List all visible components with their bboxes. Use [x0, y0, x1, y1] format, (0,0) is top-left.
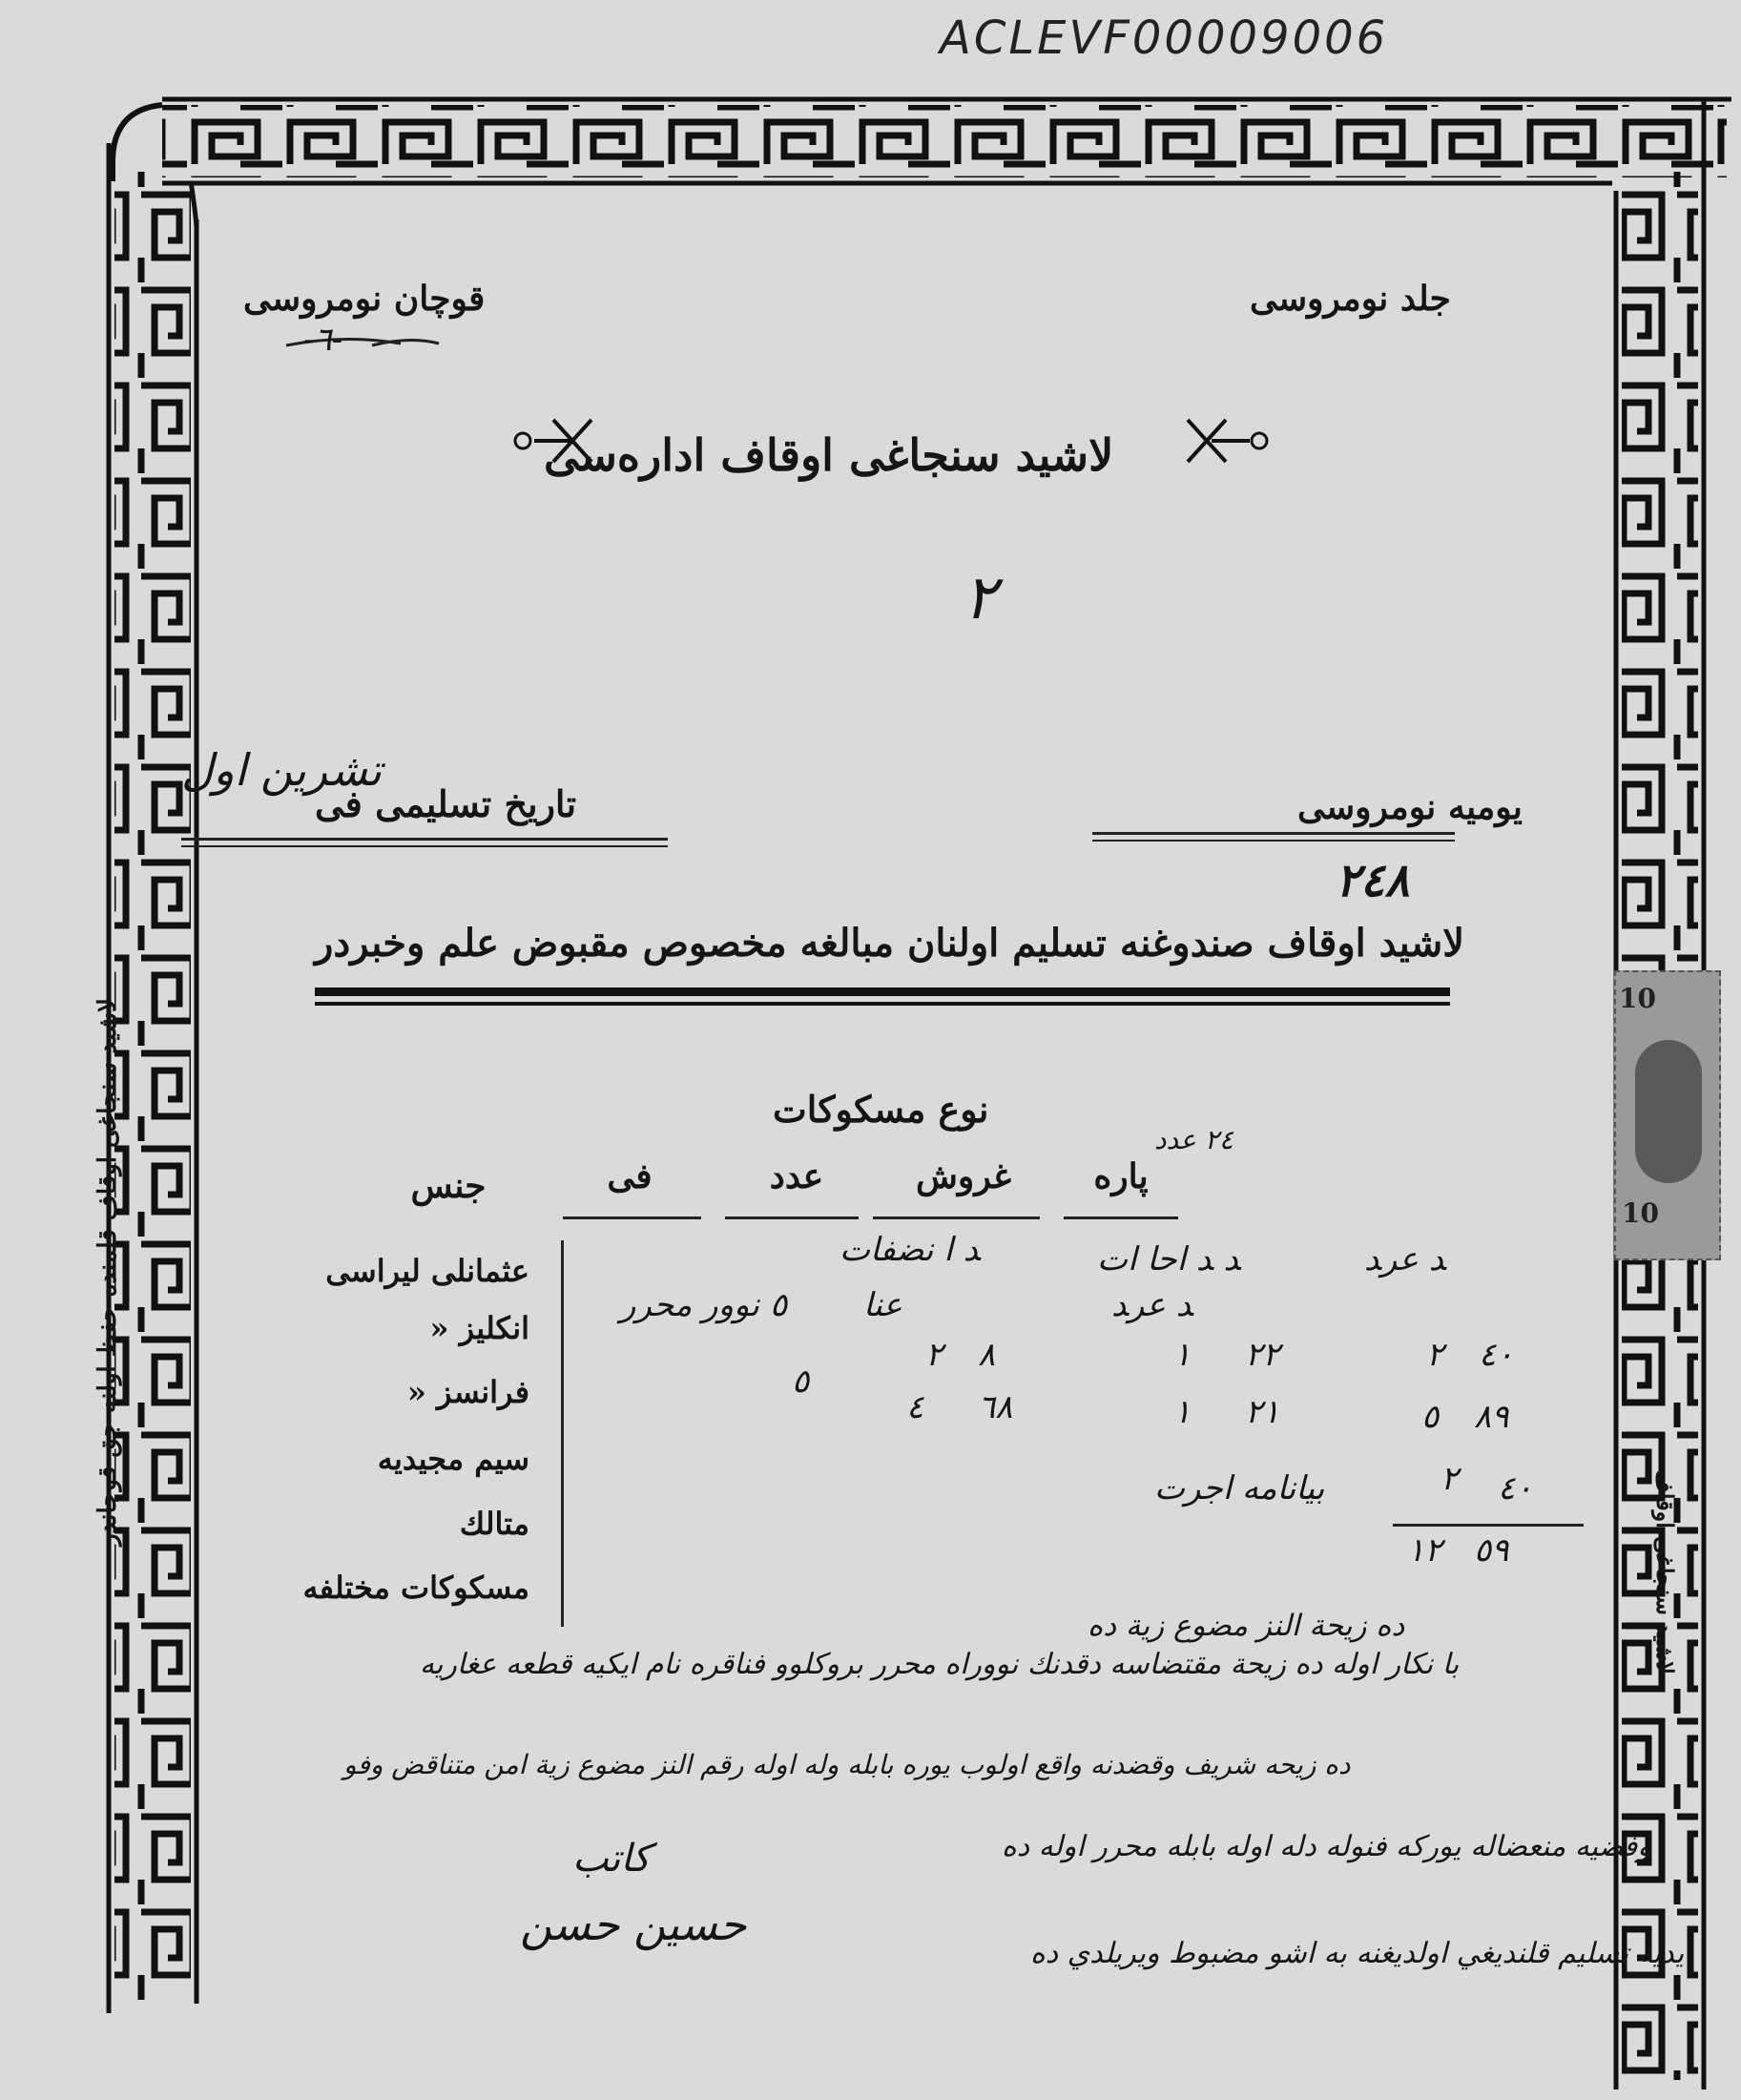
row2-cell-3: ٢١ — [1245, 1393, 1280, 1431]
row-label-ottoman-lira: عثمانلی ليراسی — [325, 1253, 529, 1289]
column-rule-count — [725, 1216, 859, 1219]
daily-number-label: يوميه نومروسی — [1297, 787, 1523, 827]
stamp-value-bottom: 10 — [1622, 1197, 1659, 1229]
row2-cell-1: ٨٩ — [1474, 1398, 1509, 1436]
column-header-type: جنس — [410, 1166, 487, 1206]
subtotal-cell-2: ٢ — [1440, 1460, 1459, 1498]
daily-underline-2 — [1092, 840, 1455, 842]
row1-cell-6: ٢ — [925, 1336, 943, 1374]
entry-header-2: ﺪ ﺪ ﺍﺣﺎ ﺍﺕ — [1097, 1240, 1241, 1279]
handwritten-line-1: ﺩﻩ ﺯﻳﺤﺔ ﺍﻟﻨﺰ ﻣﻀﻮﻉ ﺯﻳﺔ ﺩﻩ — [1088, 1609, 1405, 1643]
handwritten-line-5: ﻳﺪﻳﻪ ﺗﺴﻠﻴﻢ ﻗﻠﻨﺪﻳﻐﻲ ﺍﻭﻟﺪﻳﻐﻨﻪ ﺑﻪ ﺍﺷﻮ ﻣﻀﺒﻮﻁ ﻭﻳﺮﻳﻠﺪﻱ ﺩﻩ — [1030, 1937, 1685, 1970]
row1-cell-5: ٨ — [978, 1336, 996, 1374]
column-header-count: عدد — [769, 1156, 824, 1196]
right-margin-text: لاشيد سنجاغی اوقاف — [1651, 1469, 1679, 1674]
column-rule-piastres — [873, 1216, 1040, 1219]
row1-cell-4: ١ — [1173, 1336, 1192, 1374]
column-rule-para — [1064, 1216, 1178, 1219]
handwritten-line-2: ﺑﺎ ﻧﻜﺎﺭ ﺍﻭﻟﻪ ﺩﻩ ﺯﻳﺤﺔ ﻣﻘﺘﻀﺎﺳﻪ ﺩﻗﺪﻧﻚ ﻧﻮﻭﺭﺍﻩ ﻣﺤﺮﺭ ﺑﺮﻭﻛﻠﻮﻭ ﻓﻨﺎﻗﺮﻩ ﻧﺎﻡ ﺍﻳﻜﻴﻪ ﻗﻄﻌﻪ ﻋﻐﺎﺭﻳﻪ — [420, 1648, 1460, 1681]
stamp-portrait — [1635, 1040, 1702, 1183]
counterfoil-number-value: -٦- — [303, 321, 343, 359]
heading-rule — [315, 988, 1450, 996]
row2-cell-2: ٥ — [1421, 1398, 1440, 1436]
row-label-silver-mecidiye: سيم مجيديه — [377, 1441, 529, 1477]
delivery-date-label: تاريخ تسليمی فی — [315, 782, 577, 825]
column-header-para: پاره — [1093, 1156, 1149, 1196]
counterfoil-number-label: قوچان نومروسی — [243, 279, 486, 319]
row-label-various-coins: مسكوكات مختلفه — [302, 1570, 529, 1606]
sum-rule — [1393, 1524, 1584, 1527]
daily-underline — [1092, 832, 1455, 835]
row2-cell-4: ١ — [1173, 1393, 1192, 1431]
row1-cell-1: ٤٠ — [1479, 1336, 1514, 1374]
row-label-french: فرانسز « — [406, 1374, 529, 1410]
row2-cell-5: ٦٨ — [978, 1388, 1013, 1426]
column-header-piastres: غروش — [915, 1156, 1012, 1196]
entry-line1-c: ٥ ﻧﻮﻭﺭ ﻣﺤﺮﺭ — [620, 1286, 788, 1324]
entry-header-1: ﺪ عرﺪ — [1364, 1240, 1446, 1279]
row-label-english: انكليز « — [429, 1310, 529, 1346]
title-ornament-right — [1188, 420, 1267, 462]
total-cell-1: ٥٩ — [1474, 1531, 1509, 1570]
page-mark: ٢ — [964, 563, 997, 634]
delivery-date-value: تشرين اول — [181, 744, 383, 796]
handwritten-line-3: ﺩﻩ ﺯﻳﺤﻪ ﺷﺮﻳﻒ ﻭﻗﻀﺪﻧﻪ ﻭﺍﻗﻊ ﺍﻭﻟﻮﺏ ﻳﻮﺭﻩ ﺑﺎﺑﻠﻪ ﻭﻟﻪ ﺍﻭﻟﻪ ﺭﻗﻢ ﺍﻟﻨﺰ ﻣﻀﻮﻉ ﺯﻳﺔ ﺍﻣﻦ ﻣﺘﻨﺎﻗﺾ ﻭﻓﻮ — [343, 1749, 1351, 1780]
total-cell-2: ١٢ — [1407, 1531, 1442, 1570]
row2-cell-7: ٥ — [792, 1362, 810, 1401]
coin-types-heading: نوع مسكوكات — [773, 1088, 989, 1131]
para-note: ٢٤ عدد — [1154, 1124, 1233, 1155]
receipt-heading: لاشيد اوقاف صندوغنه تسليم اولنان مبالغه مخصوص مقبوض علم وخبردر — [315, 921, 1465, 966]
column-rule-unit-price — [563, 1216, 701, 1219]
heading-rule-thin — [315, 1002, 1450, 1006]
column-header-unit-price: فی — [607, 1156, 653, 1196]
signature-name: حسين حسن — [520, 1899, 747, 1950]
volume-number-label: جلد نومروسی — [1250, 279, 1451, 319]
stamp-value-top: 10 — [1619, 983, 1656, 1014]
row-label-metallik: متالك — [459, 1506, 529, 1542]
entry-line1-b: ﻋﻨﺎ — [863, 1286, 902, 1324]
subtotal-cell-1: ٤٠ — [1498, 1469, 1533, 1507]
left-margin-text: لاشيد سنجاغی اوقاف قلمنده حفظ اولنه جق قوچاندر — [93, 998, 122, 1546]
archive-id: ACLEVF00009006 — [940, 11, 1389, 65]
row2-cell-6: ٤ — [906, 1388, 924, 1426]
office-title: لاشيد سنجاغی اوقاف اداره‌سی — [544, 429, 1114, 481]
row1-cell-2: ٢ — [1426, 1336, 1444, 1374]
date-underline-2 — [181, 845, 668, 847]
signature-title: كاتب — [572, 1837, 651, 1881]
receipt-number: ٢٤٨ — [1336, 854, 1410, 907]
entry-line1-a: ﺪ عرﺪ — [1111, 1286, 1193, 1324]
row1-cell-3: ٢٢ — [1245, 1336, 1280, 1374]
entry-header-3: ﺪ ﺍ ﻧﻀﻔﺎﺕ — [839, 1231, 981, 1269]
handwritten-line-4: ﻭﻓﻀﻴﻪ ﻣﻨﻌﻀﺎﻟﻪ ﻳﻮﺭﻛﻪ ﻓﻨﻮﻟﻪ ﺩﻟﻪ ﺍﻭﻟﻪ ﺑﺎﺑﻠﻪ ﻣﺤﺮﺭ ﺍﻭﻟﻪ ﺩﻩ — [1002, 1830, 1651, 1863]
date-underline — [181, 838, 668, 841]
subtotal-label: بيانامه اجرت — [1154, 1469, 1325, 1507]
